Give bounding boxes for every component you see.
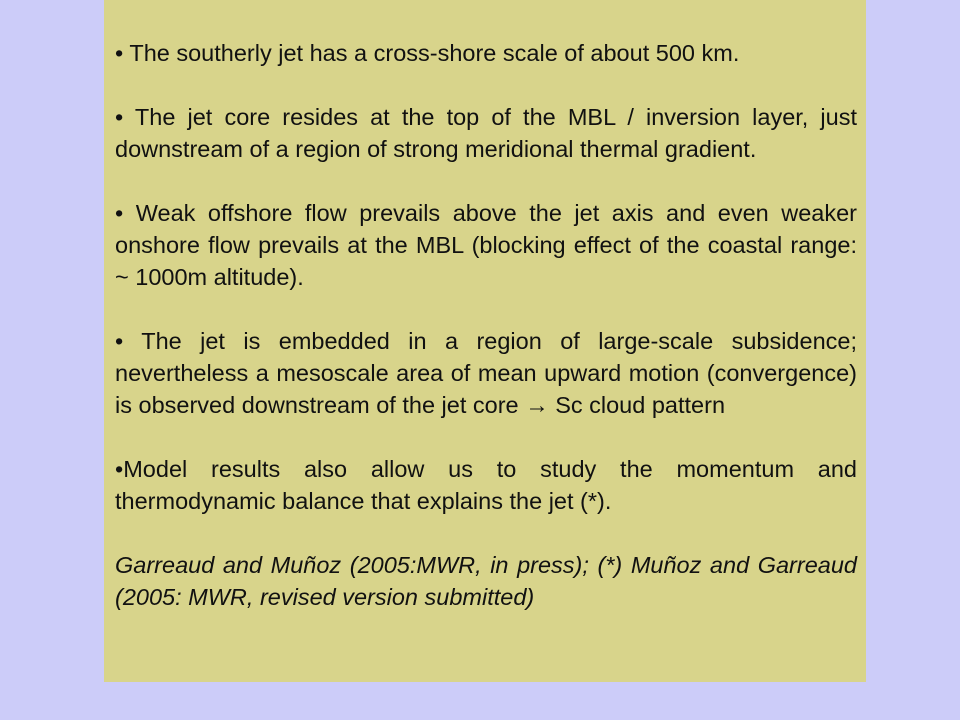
bullet-icon: •	[115, 104, 124, 130]
reference-citation: Garreaud and Muñoz (2005:MWR, in press); (*) Muñoz and Garreaud (2005: MWR, revised version submitted)	[115, 552, 857, 610]
bullet-point-subsidence	[115, 325, 857, 421]
bullet-text: The southerly jet has a cross-shore scale of about 500 km.	[129, 40, 740, 66]
slide-panel	[104, 0, 866, 682]
bullet-icon: •	[115, 40, 124, 66]
bullet-icon: •	[115, 456, 124, 482]
bullet-text: Model results also allow us to study the momentum and thermodynamic balance that explains the jet (*).	[115, 456, 857, 514]
bullet-text: The jet core resides at the top of the MBL / inversion layer, just downstream of a region of strong meridional thermal gradient.	[115, 104, 858, 162]
bullet-point-jet-scale	[115, 37, 857, 69]
bullet-point-jet-core	[115, 101, 857, 165]
bullet-text-continued: Sc cloud pattern	[555, 392, 726, 418]
bullet-icon: •	[115, 200, 124, 226]
bullet-text: Weak offshore flow prevails above the jet axis and even weaker onshore flow prevails at the MBL (blocking effect of the coastal range: ~ 1000m altitude).	[115, 200, 857, 290]
bullet-icon: •	[115, 328, 124, 354]
bullet-point-model-results	[115, 453, 857, 517]
right-arrow-icon: →	[525, 392, 549, 418]
bullet-point-offshore-flow	[115, 197, 857, 293]
bullet-text: The jet is embedded in a region of large-scale subsidence; nevertheless a mesoscale area of mean upward motion (convergence) is observed downstream of the jet core	[115, 328, 857, 418]
slide-content	[115, 37, 857, 613]
